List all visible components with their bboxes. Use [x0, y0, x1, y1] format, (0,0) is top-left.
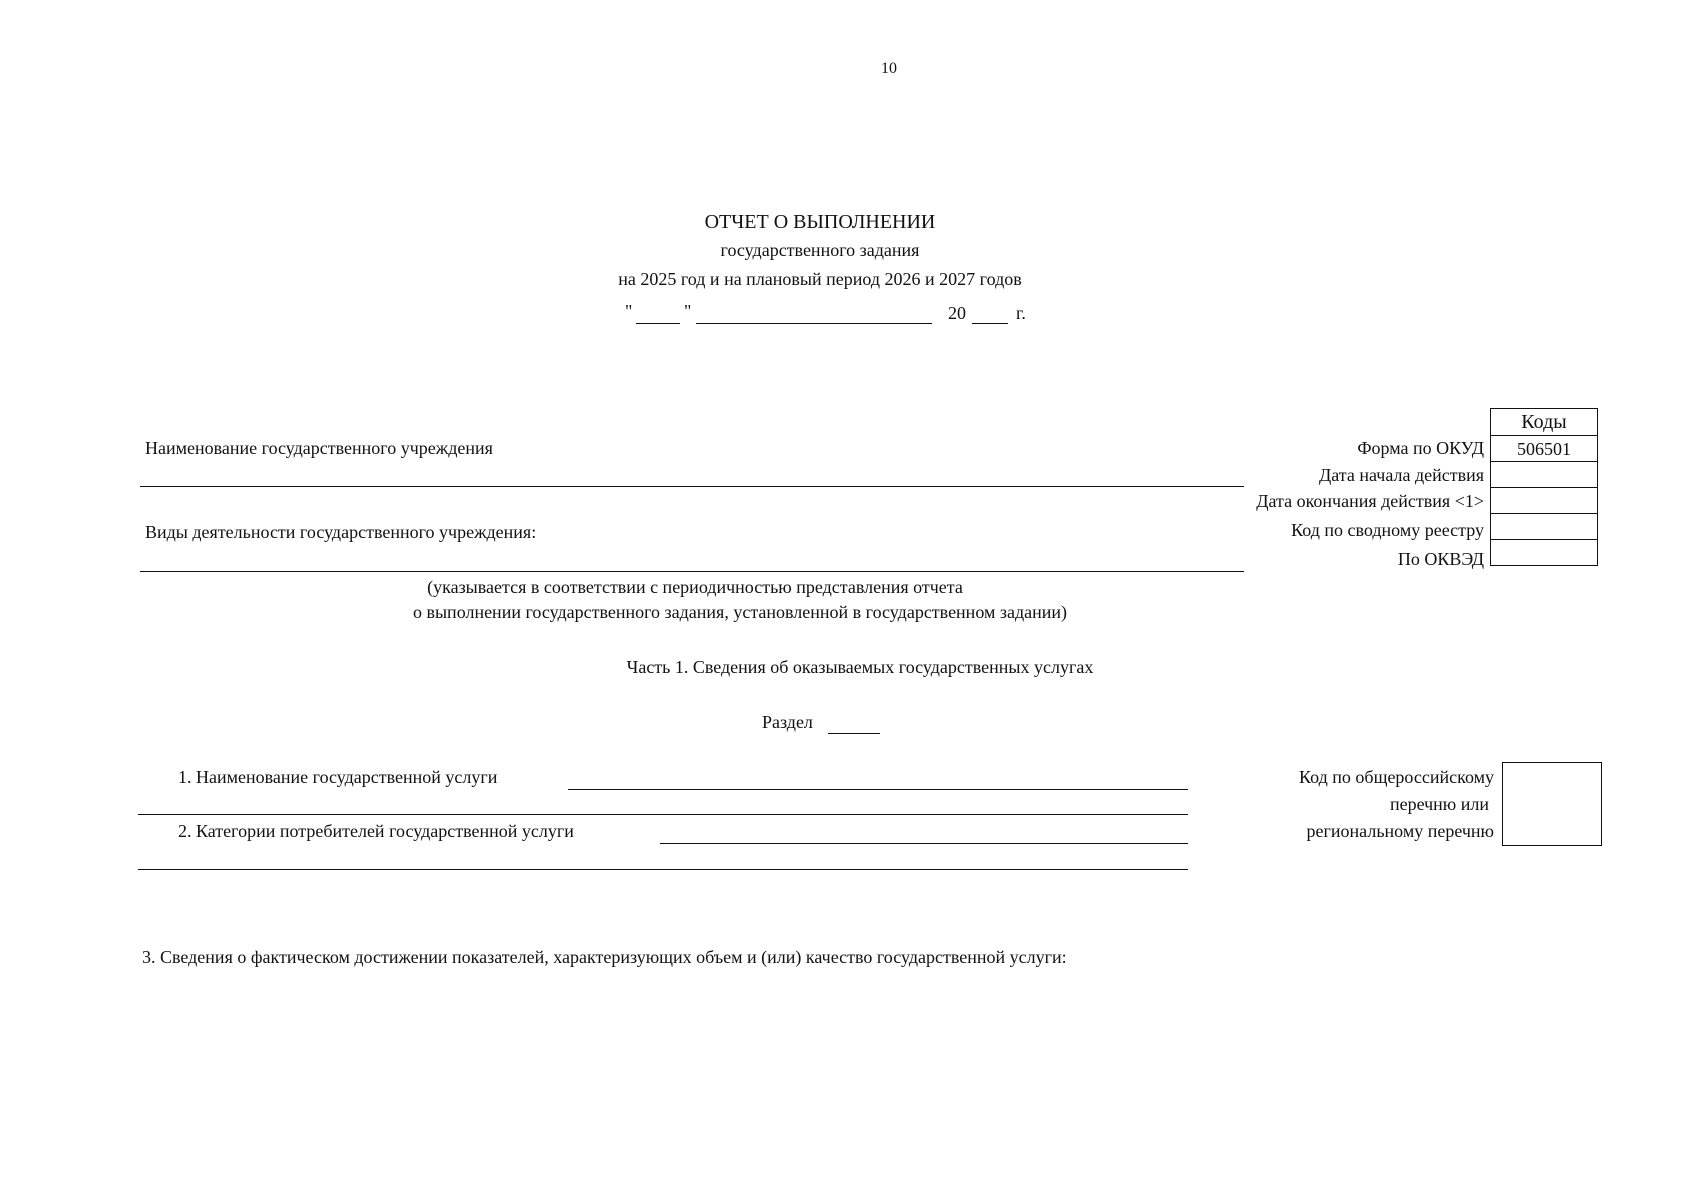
date-month-blank[interactable] [696, 323, 932, 324]
start-date-label: Дата начала действия [1319, 465, 1484, 485]
date-year-blank[interactable] [972, 323, 1008, 324]
codes-header: Коды [1491, 409, 1598, 436]
date-year-suffix: г. [1016, 303, 1026, 323]
section-label: Раздел [762, 712, 813, 732]
indicators-heading: 3. Сведения о фактическом достижении показателей, характеризующих объем и (или) качество государственной услуги: [142, 947, 1067, 967]
report-subtitle: государственного задания [720, 240, 920, 260]
section-number-blank[interactable] [828, 733, 880, 734]
activity-types-input-line[interactable] [140, 571, 1244, 572]
report-title: ОТЧЕТ О ВЫПОЛНЕНИИ [704, 211, 936, 233]
consolidated-registry-label: Код по сводному реестру [1291, 520, 1484, 540]
registry-code-label-line3: региональному перечню [1306, 821, 1494, 841]
okved-label: По ОКВЭД [1397, 549, 1484, 569]
institution-name-input-line[interactable] [140, 486, 1244, 487]
consolidated-registry-value[interactable] [1491, 514, 1598, 540]
end-date-label: Дата окончания действия <1> [1256, 491, 1484, 511]
periodicity-note-line2: о выполнении государственного задания, установленной в государственном задании) [412, 602, 1068, 622]
codes-table [1490, 408, 1598, 566]
date-quote-close: " [684, 301, 692, 321]
date-day-blank[interactable] [636, 323, 680, 324]
consumers-label: 2. Категории потребителей государственной услуги [178, 821, 574, 841]
consumers-input-line[interactable] [660, 843, 1188, 844]
registry-code-label-line1: Код по общероссийскому [1299, 767, 1494, 787]
service-name-label: 1. Наименование государственной услуги [178, 767, 498, 787]
end-date-value[interactable] [1491, 488, 1598, 514]
part1-title: Часть 1. Сведения об оказываемых государственных услугах [626, 657, 1094, 677]
start-date-value[interactable] [1491, 462, 1598, 488]
registry-code-label-line2: перечню или [1389, 794, 1489, 814]
report-period: на 2025 год и на плановый период 2026 и 2027 годов [618, 269, 1022, 289]
date-quote-open: " [625, 301, 633, 321]
consumers-input-line-2[interactable] [138, 869, 1188, 870]
periodicity-note-line1: (указывается в соответствии с периодичностью представления отчета [427, 577, 963, 597]
okud-form-label: Форма по ОКУД [1357, 438, 1484, 458]
service-name-input-line-2[interactable] [138, 814, 1188, 815]
registry-code-box[interactable] [1502, 762, 1602, 846]
okud-form-value[interactable]: 506501 [1491, 436, 1598, 462]
activity-types-label: Виды деятельности государственного учреждения: [145, 522, 537, 542]
service-name-input-line[interactable] [568, 789, 1188, 790]
date-year-prefix: 20 [948, 303, 966, 323]
okved-value[interactable] [1491, 540, 1598, 566]
institution-name-label: Наименование государственного учреждения [145, 438, 493, 458]
page-number: 10 [881, 60, 897, 77]
